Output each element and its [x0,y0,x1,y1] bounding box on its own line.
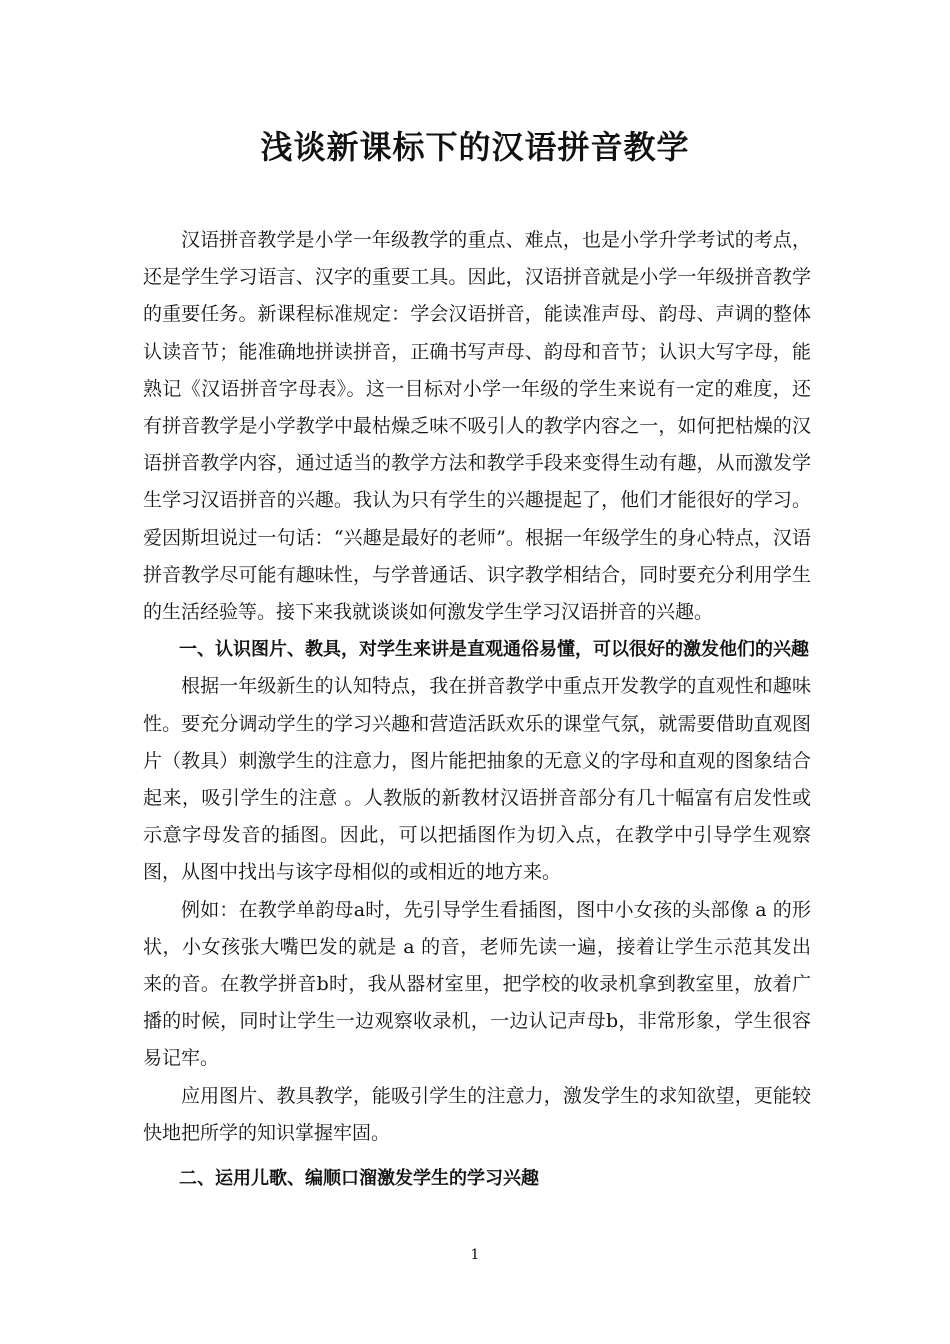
intro-paragraph: 汉语拼音教学是小学一年级教学的重点、难点，也是小学升学考试的考点，还是学生学习语言、汉字的重要工具。因此，汉语拼音就是小学一年级拼音教学的重要任务。新课程标准规定：学会汉语拼音，能读准声母、韵母、声调的整体认读音节；能准确地拼读拼音，正确书写声母、韵母和音节；认识大写字母，能熟记《汉语拼音字母表》。这一目标对小学一年级的学生来说有一定的难度，还有拼音教学是小学教学中最枯燥乏味不吸引人的教学内容之一，如何把枯燥的汉语拼音教学内容，通过适当的教学方法和教学手段来变得生动有趣，从而激发学生学习汉语拼音的兴趣。我认为只有学生的兴趣提起了，他们才能很好的学习。爱因斯坦说过一句话：“兴趣是最好的老师”。根据一年级学生的身心特点，汉语拼音教学尽可能有趣味性，与学普通话、识字教学相结合，同时要充分利用学生的生活经验等。接下来我就谈谈如何激发学生学习汉语拼音的兴趣。 [143,229,811,624]
section-heading-2: 二、运用儿歌、编顺口溜激发学生的学习兴趣 [179,1168,539,1190]
page-number: 1 [470,1247,480,1263]
section-heading-1: 一、认识图片、教具，对学生来讲是直观通俗易懂，可以很好的激发他们的兴趣 [179,639,809,661]
section-1-paragraph-2: 例如：在教学单韵母a时，先引导学生看插图，图中小女孩的头部像 a 的形状，小女孩张大嘴巴发的就是 a 的音，老师先读一遍，接着让学生示范其发出来的音。在教学拼音b时，我从器材室里，把学校的收录机拿到教室里，放着广播的时候，同时让学生一边观察收录机，一边认记声母b，非常形象，学生很容易记牢。 [143,898,811,1070]
section-1-paragraph-3: 应用图片、教具教学，能吸引学生的注意力，激发学生的求知欲望，更能较快地把所学的知识掌握牢固。 [143,1084,811,1144]
section-1-paragraph-1: 根据一年级新生的认知特点，我在拼音教学中重点开发教学的直观性和趣味性。要充分调动学生的学习兴趣和营造活跃欢乐的课堂气氛，就需要借助直观图片（教具）刺激学生的注意力，图片能把抽象的无意义的字母和直观的图象结合起来，吸引学生的注意 。人教版的新教材汉语拼音部分有几十幅富有启发性或示意字母发音的插图。因此，可以把插图作为切入点，在教学中引导学生观察图，从图中找出与该字母相似的或相近的地方来。 [143,675,811,884]
document-title: 浅谈新课标下的汉语拼音教学 [260,128,690,166]
document-body [143,222,811,1197]
